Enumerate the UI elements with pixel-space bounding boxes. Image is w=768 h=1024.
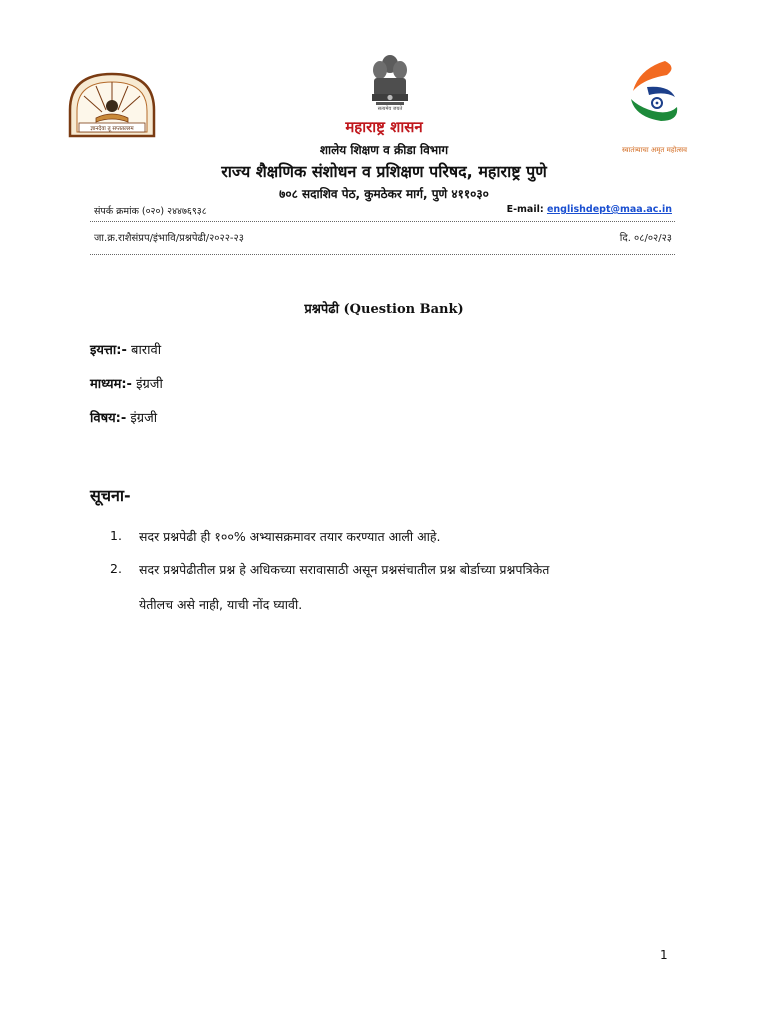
email-link[interactable]: englishdept@maa.ac.in	[546, 204, 672, 215]
field-label: माध्यम:-	[90, 377, 132, 392]
field-value: बारावी	[131, 343, 162, 358]
emblem-caption: सत्यमेव जयते	[377, 106, 403, 112]
scert-logo-text: ज्ञानदेवा तू सप्ततल्लम	[90, 126, 134, 132]
email-label: E-mail:	[506, 204, 544, 215]
list-text: येतीलच असे नाही, याची नोंद घ्यावी.	[139, 597, 303, 612]
contact-phone: संपर्क क्रमांक (०२०) २४४७६९३८	[94, 206, 207, 217]
reference-date: दि. ०८/०२/२३	[619, 233, 672, 244]
national-emblem	[368, 52, 412, 114]
amrit-mahotsav-text: स्वातंत्र्याचा अमृत महोत्सव	[622, 146, 687, 154]
page-number: 1	[660, 948, 668, 962]
government-name: महाराष्ट्र शासन	[345, 118, 423, 136]
list-text: सदर प्रश्नपेढीतील प्रश्न हे अधिकच्या सरावासाठी असून प्रश्नसंचातील प्रश्न बोर्डाच्या प्रश्नपत्रिकेत	[139, 562, 550, 577]
contact-email-block	[507, 204, 672, 215]
header-divider	[90, 221, 675, 222]
list-text: सदर प्रश्नपेढी ही १००% अभ्यासक्रमावर तयार करण्यात आली आहे.	[139, 529, 441, 544]
field-medium	[90, 374, 163, 392]
department-name: शालेय शिक्षण व क्रीडा विभाग	[319, 143, 449, 157]
title-marathi: प्रश्नपेढी	[304, 302, 339, 317]
reference-number: जा.क्र.राशैसंप्रप/इंभावि/प्रश्नपेढी/२०२२-२३	[94, 233, 244, 244]
list-number: 2.	[110, 561, 122, 576]
list-number: 1.	[110, 528, 122, 543]
field-value: इंग्रजी	[136, 377, 163, 392]
document-title	[0, 299, 768, 317]
council-name: राज्य शैक्षणिक संशोधन व प्रशिक्षण परिषद, महाराष्ट्र पुणे	[221, 162, 547, 181]
council-address: ७०८ सदाशिव पेठ, कुमठेकर मार्ग, पुणे ४११०३०	[279, 187, 489, 201]
field-label: इयत्ता:-	[90, 343, 127, 358]
reference-divider	[90, 254, 675, 255]
field-standard	[90, 340, 161, 358]
field-subject	[90, 408, 157, 426]
field-value: इंग्रजी	[130, 411, 158, 426]
title-english: (Question Bank)	[343, 302, 464, 317]
notice-heading: सूचना-	[90, 486, 131, 505]
field-label: विषय:-	[90, 411, 127, 426]
